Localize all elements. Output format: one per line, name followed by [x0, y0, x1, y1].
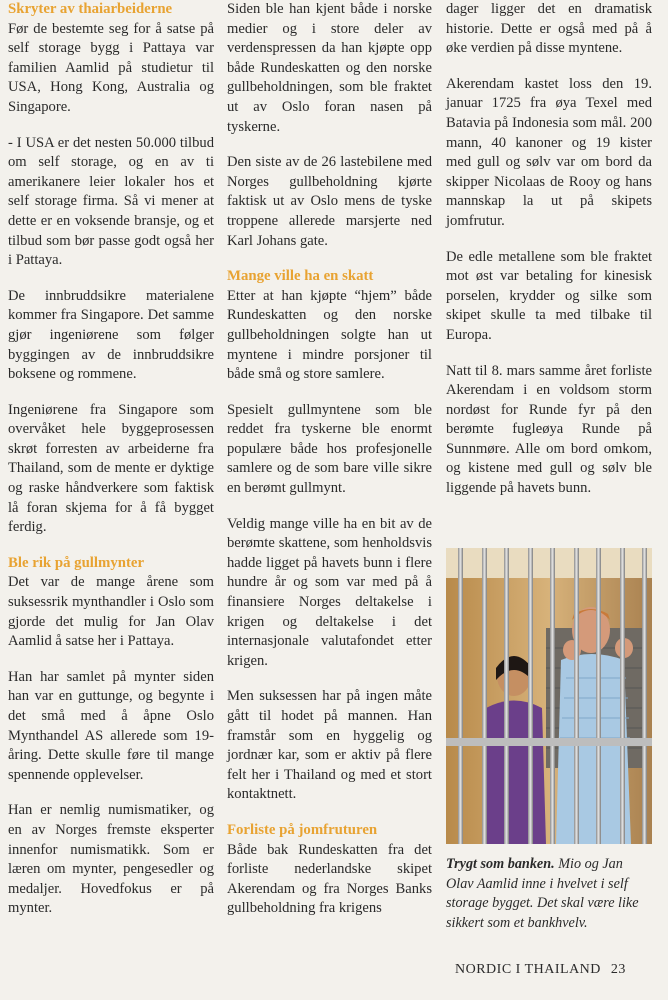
caption-text: Mio og Jan Olav Aamlid inne i hvelvet i self storage bygget. Det skal være like sikkert som et bankhvelv.	[446, 856, 639, 931]
section-heading: Mange ville ha en skatt	[227, 268, 374, 285]
article-paragraph: Ingeniørene fra Singapore som overvåket hele byggeprosessen skrøt forresten av arbeiderne fra Thailand, som de mente er dyktige og raske håndverkere som faktisk lå foran skjema for å få bygget ferdig.	[8, 401, 214, 536]
article-paragraph: De innbruddsikre materialene kommer fra Singapore. Det samme gjør ingeniørene som følger byggingen av de innbruddsikre boksene og rommene.	[8, 287, 214, 383]
photo-caption	[446, 855, 652, 933]
article-paragraph: Natt til 8. mars samme året forliste Akerendam i en voldsom storm nordøst for Runde fyr på den berømte fugleøya Runde på Sunnmøre. Alle om bord omkom, og kistene med gull og sølv ble liggende på havets bunn.	[446, 362, 652, 497]
article-paragraph: De edle metallene som ble fraktet mot øst var betaling for kinesisk porselen, krydder og silke som skipet skulle ta med tilbake til Europa.	[446, 248, 652, 343]
article-paragraph: Han har samlet på mynter siden han var en guttunge, og begynte i det små med å åpne Oslo Mynthandel AS allerede som 19-åring. Dette skulle føre til mange spennende opplevelser.	[8, 668, 214, 783]
caption-title: Trygt som banken.	[446, 856, 555, 872]
article-column-2	[227, 0, 432, 935]
article-paragraph: Etter at han kjøpte “hjem” både Rundeskatten og den norske gullbeholdningen solgte han ut myntene i mindre porsjoner til både små og store samlere.	[227, 287, 432, 383]
section-heading: Forliste på jomfruturen	[227, 821, 378, 838]
article-paragraph: Spesielt gullmyntene som ble reddet fra tyskerne ble enormt populære både hos profesjonelle samlere og de som bare ville sikre en berømt gullmynt.	[227, 401, 432, 497]
article-paragraph: Akerendam kastet loss den 19. januar 1725 fra øya Texel med Batavia på Indonesia som mål. 200 mann, 40 kanoner og 19 kister med gull og sølv var om bord da skipper Nicolaas de Rooy og hans mannskap la ut på skipets jomfrutur.	[446, 75, 652, 229]
article-column-1	[8, 0, 214, 935]
article-paragraph: Veldig mange ville ha en bit av de berømte skattene, som henholdsvis hadde ligget på havets bunn i flere hundre år og som var med på å finansiere Norges deltakelse i krigen og deltakelse i det internasjonale valutafondet etter krigen.	[227, 515, 432, 669]
article-paragraph: dager ligger det en dramatisk historie. Dette er også med på å øke verdien på disse myntene.	[446, 1, 652, 57]
article-paragraph: Han er nemlig numismatiker, og en av Norges fremste eksperter innenfor numismatikk. Som er læren om mynter, pengesedler og medaljer. Hovedfokus er på mynter.	[8, 802, 214, 917]
section-heading: Ble rik på gullmynter	[8, 554, 145, 571]
article-paragraph: - I USA er det nesten 50.000 tilbud om self storage, og en av ti amerikanere leier lokaler hos et self storage firma. Så vi mener at dette er en voksende bransje, og et tilbud som bør passe godt også her i Pattaya.	[8, 134, 214, 269]
article-paragraph: Det var de mange årene som suksessrik mynthandler i Oslo som gjorde det mulig for Jan Olav Aamlid å satse her i Pattaya.	[8, 574, 214, 650]
article-paragraph: Men suksessen har på ingen måte gått til hodet på mannen. Han framstår som en hyggelig og jordnær kar, som er aktiv på flere felt her i Thailand og med et stort kontaktnett.	[227, 688, 432, 803]
article-paragraph: Både bak Rundeskatten fra det forliste nederlandske skipet Akerendam og fra Norges Banks gullbeholdning fra krigens	[227, 841, 432, 917]
article-paragraph: Siden ble han kjent både i norske medier og i store deler av verdenspressen da han kjøpte opp både Rundeskatten og den norske gullbeholdningen, som ble fraktet ut av Oslo foran nasen på tyskerne.	[227, 1, 432, 135]
magazine-name: NORDIC I THAILAND	[455, 962, 601, 977]
page-footer	[455, 962, 655, 978]
section-heading: Skryter av thaiarbeiderne	[8, 1, 173, 17]
article-paragraph: Før de bestemte seg for å satse på self storage bygg i Pattaya var familien Aamlid på studietur til USA, Hong Kong, Australia og Singapore.	[8, 20, 214, 115]
vault-photo	[446, 548, 652, 844]
article-paragraph: Den siste av de 26 lastebilene med Norges gullbeholdning kjørte faktisk ut av Oslo mens de tyske troppene allerede marsjerte ned Karl Johans gate.	[227, 154, 432, 249]
article-column-3	[446, 0, 652, 515]
page-number: 23	[610, 962, 626, 977]
